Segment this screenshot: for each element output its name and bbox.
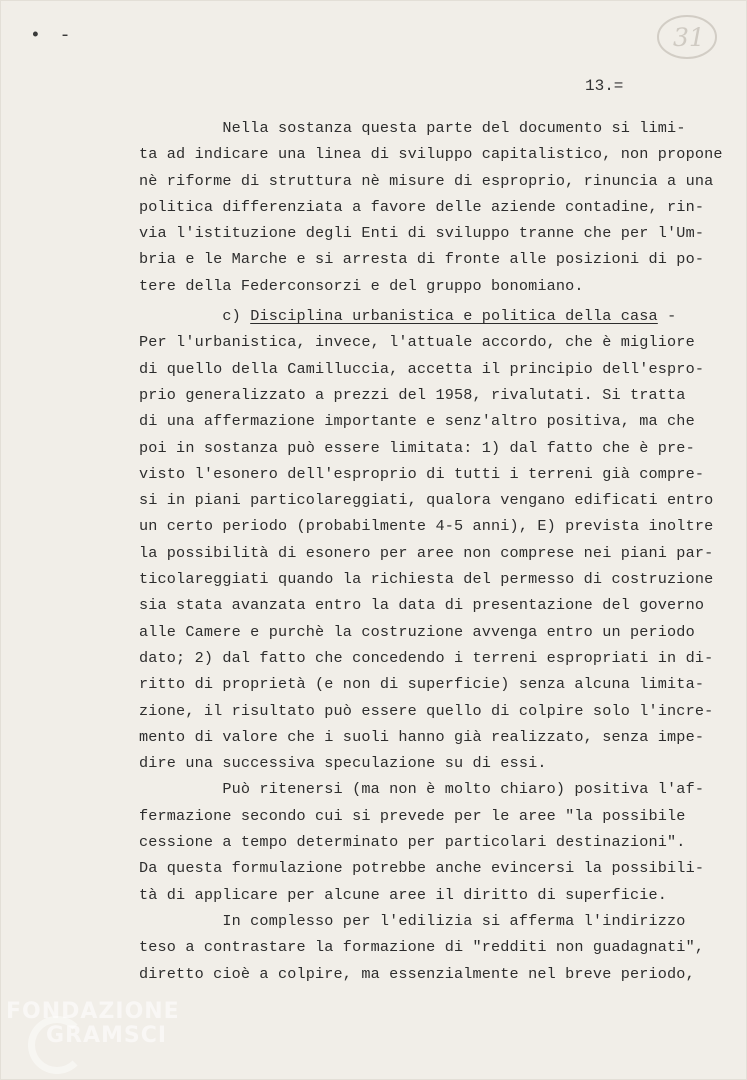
text-line: mento di valore che i suoli hanno già realizzato, senza impe- bbox=[139, 727, 705, 746]
text-line: si in piani particolareggiati, qualora vengano edificati entro bbox=[139, 491, 714, 510]
section-heading: c) Disciplina urbanistica e politica della casa - bbox=[222, 307, 677, 326]
g-logo-icon bbox=[28, 1016, 86, 1074]
text-line: sia stata avanzata entro la data di presentazione del governo bbox=[139, 596, 705, 615]
text-line: un certo periodo (probabilmente 4-5 anni), E) prevista inoltre bbox=[139, 517, 714, 536]
text-line: dato; 2) dal fatto che concedendo i terreni espropriati in di- bbox=[139, 648, 714, 667]
text-line: cessione a tempo determinato per particolari destinazioni". bbox=[139, 833, 686, 852]
text-line: prio generalizzato a prezzi del 1958, rivalutati. Si tratta bbox=[139, 385, 686, 404]
text-line: tà di applicare per alcune aree il diritto di superficie. bbox=[139, 885, 668, 904]
text-line: fermazione secondo cui si prevede per le aree "la possibile bbox=[139, 806, 686, 825]
section-title: Disciplina urbanistica e politica della casa bbox=[250, 307, 658, 326]
watermark-line2: GRAMSCI bbox=[46, 1023, 168, 1048]
corner-marks: • - bbox=[30, 26, 75, 46]
page-number: 13.= bbox=[585, 77, 624, 95]
text-line: ritto di proprietà (e non di superficie) senza alcuna limita- bbox=[139, 675, 705, 694]
text-line: Può ritenersi (ma non è molto chiaro) positiva l'af- bbox=[139, 780, 705, 799]
text-line: ta ad indicare una linea di sviluppo capitalistico, non propone bbox=[139, 145, 723, 164]
text-line: bria e le Marche e si arresta di fronte alle posizioni di po- bbox=[139, 250, 705, 269]
text-line: di quello della Camilluccia, accetta il principio dell'espro- bbox=[139, 359, 705, 378]
watermark-line1: FONDAZIONE bbox=[6, 999, 180, 1024]
text-line: diretto cioè a colpire, ma essenzialmente nel breve periodo, bbox=[139, 964, 695, 983]
archive-number: 31 bbox=[673, 23, 705, 52]
text-line: nè riforme di struttura nè misure di esproprio, rinuncia a una bbox=[139, 171, 714, 190]
text-line: poi in sostanza può essere limitata: 1) dal fatto che è pre- bbox=[139, 438, 695, 457]
text-line: ticolareggiati quando la richiesta del permesso di costruzione bbox=[139, 570, 714, 589]
text-line: teso a contrastare la formazione di "redditi non guadagnati", bbox=[139, 938, 705, 957]
typed-text-body bbox=[139, 115, 723, 987]
text-line: dire una successiva speculazione su di essi. bbox=[139, 754, 547, 773]
text-line: In complesso per l'edilizia si afferma l'indirizzo bbox=[139, 911, 686, 930]
text-line: Da questa formulazione potrebbe anche evincersi la possibili- bbox=[139, 859, 705, 878]
text-line: via l'istituzione degli Enti di sviluppo tranne che per l'Um- bbox=[139, 224, 705, 243]
text-line: politica differenziata a favore delle aziende contadine, rin- bbox=[139, 197, 705, 216]
text-line: alle Camere e purchè la costruzione avvenga entro un periodo bbox=[139, 622, 695, 641]
text-line: di una affermazione importante e senz'altro positiva, ma che bbox=[139, 412, 695, 431]
text-line: la possibilità di esonero per aree non comprese nei piani par- bbox=[139, 543, 714, 562]
text-line: tere della Federconsorzi e del gruppo bonomiano. bbox=[139, 276, 584, 295]
text-line: zione, il risultato può essere quello di colpire solo l'incre- bbox=[139, 701, 714, 720]
text-line: Nella sostanza questa parte del documento si limi- bbox=[222, 119, 686, 137]
text-line: visto l'esonero dell'esproprio di tutti i terreni già compre- bbox=[139, 464, 705, 483]
text-line: Per l'urbanistica, invece, l'attuale accordo, che è migliore bbox=[139, 333, 695, 352]
watermark-logo bbox=[6, 1000, 206, 1048]
